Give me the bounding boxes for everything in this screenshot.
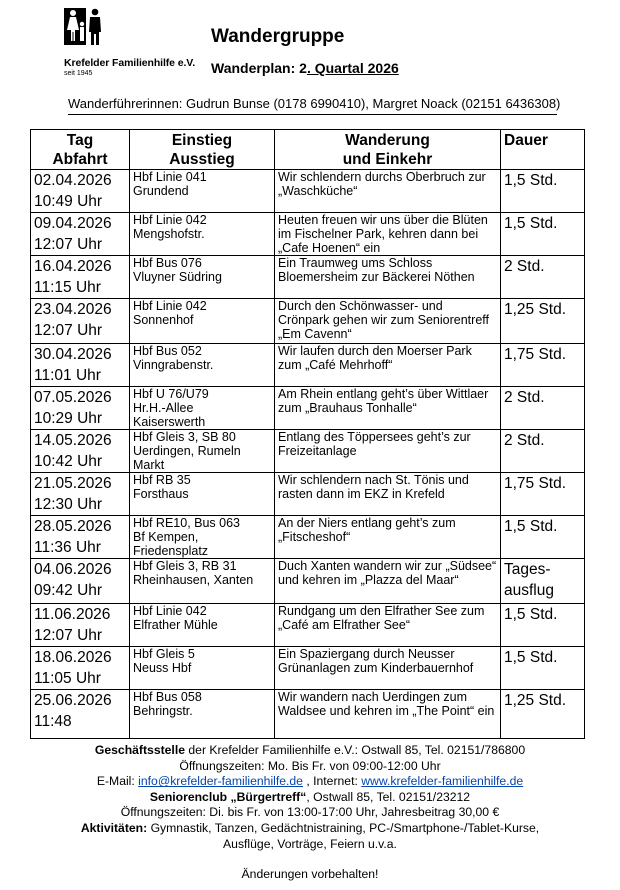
departure-date: 18.06.2026 [34,649,112,666]
departure-time: 11:01 Uhr [34,367,101,384]
org-since: seit 1945 [64,70,93,77]
cell-stops [130,516,275,559]
cell-duration: Tages-ausflug [501,559,585,604]
cell-stops [130,299,275,344]
cell-duration: 1,5 Std. [501,604,585,647]
cell-stops [130,604,275,647]
cell-duration: 1,5 Std. [501,516,585,559]
cell-walk: Heuten freuen wir uns über die Blüten im Fischelner Park, kehren dann bei „Cafe Hoenen“ ein [275,213,501,256]
cell-walk: Am Rhein entlang geht’s über Wittlaer zum „Brauhaus Tonhalle“ [275,387,501,430]
departure-date: 09.04.2026 [34,215,112,232]
cell-date [31,559,130,604]
table-row [31,213,585,256]
cell-walk: Duch Xanten wandern wir zur „Südsee“ und kehren im „Plazza del Maar“ [275,559,501,604]
cell-stops [130,344,275,387]
header-date-line1: Tag [66,132,94,149]
stop-line: Elfrather Mühle [133,618,218,632]
page-subtitle [211,60,399,76]
website-link[interactable]: www.krefelder-familienhilfe.de [361,774,524,789]
header-stop [130,130,275,170]
stop-line: Hbf Gleis 3, SB 80 [133,430,236,444]
stop-line: Markt [133,458,165,472]
activities-label: Aktivitäten: [80,820,148,835]
cell-stops [130,559,275,604]
table-row [31,690,585,739]
departure-date: 25.06.2026 [34,692,112,709]
cell-date [31,170,130,213]
table-row [31,256,585,299]
cell-duration: 2 Std. [501,256,585,299]
hiking-plan-table [30,129,585,739]
cell-stops [130,647,275,690]
stop-line: Mengshofstr. [133,227,205,241]
cell-walk: Ein Traumweg ums Schloss Bloemersheim zur Bäckerei Nöthen [275,256,501,299]
departure-time: 09:42 Uhr [34,582,103,599]
departure-time: 10:29 Uhr [34,410,103,427]
footer-activities [0,821,620,837]
cell-walk: An der Niers entlang geht’s zum „Fitscheshof“ [275,516,501,559]
departure-time: 12:30 Uhr [34,496,103,513]
cell-walk: Entlang des Töppersees geht’s zur Freizeitanlage [275,430,501,473]
footer-office-hours: Öffnungszeiten: Mo. Bis Fr. von 09:00-12:00 Uhr [179,758,441,773]
cell-stops [130,213,275,256]
footer-club [0,790,620,806]
cell-date [31,604,130,647]
cell-date [31,430,130,473]
cell-stops [130,430,275,473]
stop-line: Hbf Bus 058 [133,690,202,704]
departure-time: 12:07 Uhr [34,236,103,253]
cell-duration: 1,5 Std. [501,170,585,213]
email-label: E-Mail: [96,774,139,789]
header-duration: Dauer [501,130,585,170]
table-row [31,170,585,213]
table-row [31,516,585,559]
org-name: Krefelder Familienhilfe e.V. [64,57,196,69]
footer-contact [0,774,620,790]
cell-date [31,344,130,387]
table-row [31,647,585,690]
cell-date [31,256,130,299]
table-row [31,559,585,604]
stop-line: Vinngrabenstr. [133,358,214,372]
stop-line: Hbf Gleis 3, RB 31 [133,559,237,573]
subtitle-quarter: . Quartal 2026 [306,60,399,76]
departure-date: 28.05.2026 [34,518,112,535]
cell-walk: Rundgang um den Elfrather See zum „Café am Elfrather See“ [275,604,501,647]
table-row [31,299,585,344]
header-date [31,130,130,170]
stop-line: Rheinhausen, Xanten [133,573,254,587]
stop-line: Neuss Hbf [133,661,192,675]
stop-line: Hbf Bus 076 [133,256,202,270]
departure-time: 12:07 Uhr [34,322,103,339]
departure-date: 07.05.2026 [34,389,112,406]
club-address: , Ostwall 85, Tel. 02151/23212 [306,789,471,804]
stop-line: Uerdingen, Rumeln [133,444,241,458]
hike-leaders: Wanderführerinnen: Gudrun Bunse (0178 6990410), Margret Noack (02151 6436308) [68,96,557,115]
cell-date [31,213,130,256]
header-date-line2: Abfahrt [52,151,108,168]
table-body [31,170,585,739]
table-row [31,344,585,387]
cell-date [31,647,130,690]
header-walk-line2: und Einkehr [342,151,433,168]
office-address: der Krefelder Familienhilfe e.V.: Ostwall 85, Tel. 02151/786800 [185,743,526,757]
cell-walk: Wir wandern nach Uerdingen zum Waldsee und kehren im „The Point“ ein [275,690,501,739]
departure-date: 14.05.2026 [34,432,112,449]
cell-duration: 1,25 Std. [501,690,585,739]
departure-date: 30.04.2026 [34,346,112,363]
departure-time: 11:05 Uhr [34,670,101,687]
stop-line: Friedensplatz [133,544,209,558]
stop-line: Vluyner Südring [133,270,222,284]
activities-list: Gymnastik, Tanzen, Gedächtnistraining, PC-/Smartphone-/Tablet-Kurse, [147,820,540,835]
cell-duration: 1,5 Std. [501,647,585,690]
stop-line: Behringstr. [133,704,193,718]
family-logo-icon [64,8,86,45]
stop-line: Hbf Bus 052 [133,344,202,358]
cell-walk: Wir laufen durch den Moerser Park zum „Café Mehrhoff“ [275,344,501,387]
subtitle-prefix: Wanderplan: 2 [211,60,307,76]
stop-line: Hbf RB 35 [133,473,191,487]
header-walk [275,130,501,170]
stop-line: Kaiserswerth [133,415,206,429]
cell-stops [130,473,275,516]
departure-date: 04.06.2026 [34,561,112,578]
org-logo [64,8,196,77]
stop-line: Hbf Gleis 5 [133,647,195,661]
departure-date: 21.05.2026 [34,475,112,492]
internet-label: , Internet: [302,774,362,789]
cell-walk: Wir schlendern nach St. Tönis und rasten dann im EKZ in Krefeld [275,473,501,516]
stop-line: Hr.H.-Allee [133,401,194,415]
stop-line: Grundend [133,184,189,198]
stop-line: Hbf Linie 042 [133,299,207,313]
cell-walk: Ein Spaziergang durch Neusser Grünanlagen zum Kinderbauernhof [275,647,501,690]
stop-line: Hbf RE10, Bus 063 [133,516,241,530]
cell-duration: 2 Std. [501,430,585,473]
cell-duration: 2 Std. [501,387,585,430]
stop-line: Hbf Linie 042 [133,604,207,618]
departure-date: 11.06.2026 [34,606,111,623]
cell-stops [130,256,275,299]
table-row [31,430,585,473]
departure-time: 12:07 Uhr [34,627,103,644]
header-walk-line1: Wanderung [345,132,430,149]
departure-time: 10:42 Uhr [34,453,103,470]
page-title: Wandergruppe [211,26,345,47]
office-label: Geschäftsstelle [94,743,185,757]
table-row [31,604,585,647]
cell-date [31,473,130,516]
cell-duration: 1,75 Std. [501,473,585,516]
footer-club-hours: Öffnungszeiten: Di. bis Fr. von 13:00-17:00 Uhr, Jahresbeitrag 30,00 € [120,805,500,820]
cell-duration: 1,75 Std. [501,344,585,387]
departure-date: 23.04.2026 [34,301,112,318]
cell-date [31,299,130,344]
cell-date [31,387,130,430]
cell-stops [130,387,275,430]
stop-line: Hbf Linie 041 [133,170,207,184]
departure-time: 10:49 Uhr [34,193,103,210]
table-row [31,387,585,430]
stop-line: Hbf U 76/U79 [133,387,209,401]
footer-activities-more: Ausflüge, Vorträge, Feiern u.v.a. [223,836,397,851]
cell-walk: Wir schlendern durchs Oberbruch zur „Waschküche“ [275,170,501,213]
departure-time: 11:36 Uhr [34,539,101,556]
departure-time: 11:48 [34,713,72,730]
cell-date [31,690,130,739]
departure-date: 02.04.2026 [34,172,112,189]
header-stop-line1: Einstieg [171,132,233,149]
cell-duration: 1,25 Std. [501,299,585,344]
header-stop-line2: Ausstieg [169,151,235,168]
cell-duration: 1,5 Std. [501,213,585,256]
departure-time: 11:15 Uhr [34,279,101,296]
table-header-row [31,130,585,170]
cell-date [31,516,130,559]
table-row [31,473,585,516]
footer-notice: Änderungen vorbehalten! [241,867,379,882]
footer [0,743,620,883]
club-label: Seniorenclub „Bürgertreff“ [149,789,307,804]
cell-stops [130,690,275,739]
stop-line: Forsthaus [133,487,189,501]
cell-stops [130,170,275,213]
stop-line: Bf Kempen, [133,530,199,544]
stop-line: Hbf Linie 042 [133,213,207,227]
footer-office [0,743,620,759]
departure-date: 16.04.2026 [34,258,112,275]
stop-line: Sonnenhof [133,313,194,327]
email-link[interactable]: info@krefelder-familienhilfe.de [138,774,303,789]
cell-walk: Durch den Schönwasser- und Crönpark gehen wir zum Seniorentreff „Em Cavenn“ [275,299,501,344]
